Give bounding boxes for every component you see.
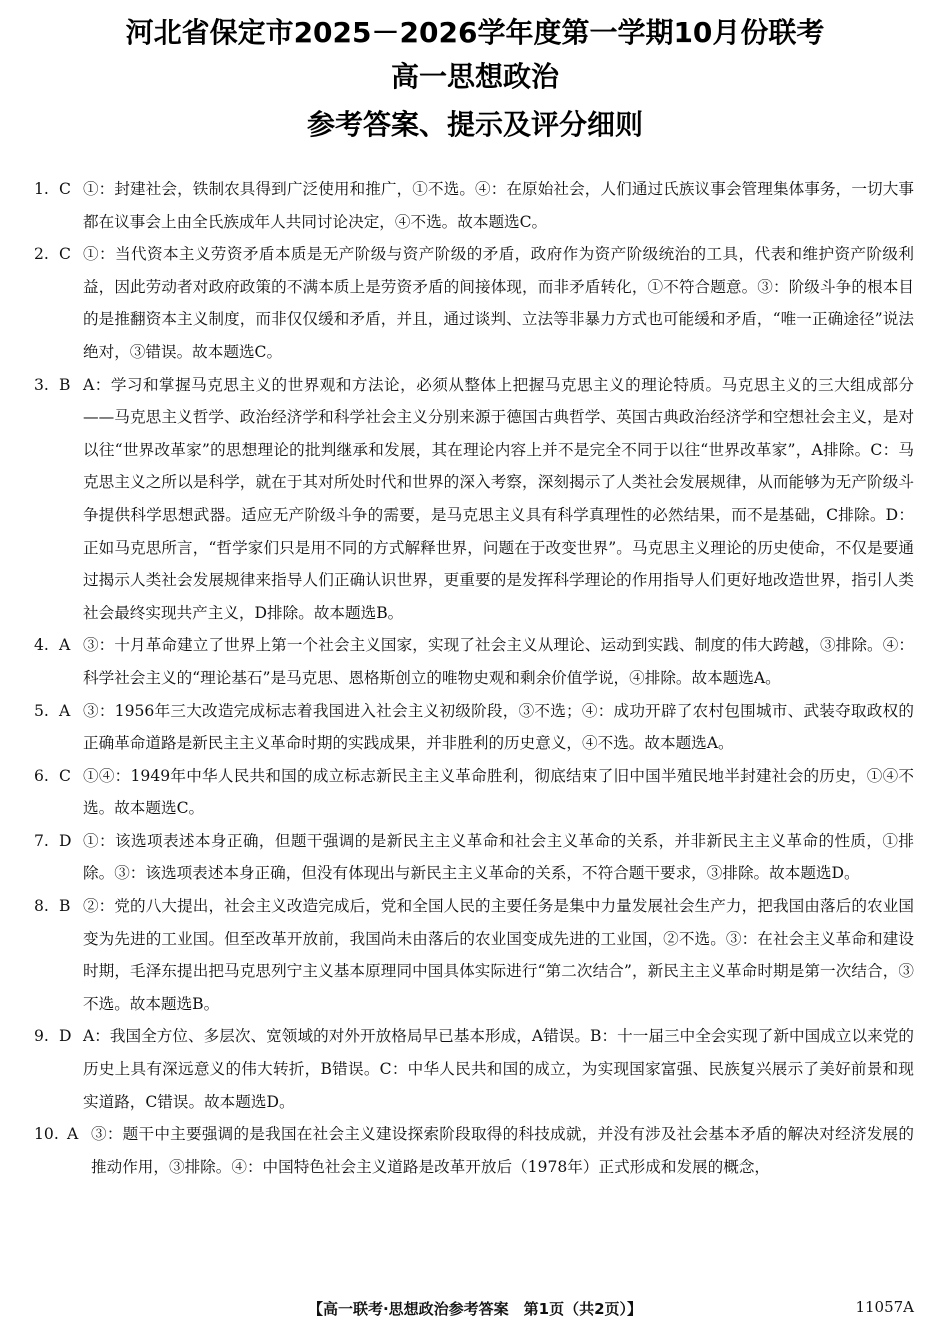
answer-letter: A	[59, 636, 71, 655]
explanation-text: ③：十月革命建立了世界上第一个社会主义国家，实现了社会主义从理论、运动到实践、制度的伟大跨越，③排除。④：科学社会主义的“理论基石”是马克思、恩格斯创立的唯物史观和剩余价值学说，④排除。故本题选A。	[83, 636, 914, 687]
footer-code: 11057A	[855, 1298, 914, 1316]
question-number: 2.	[34, 245, 49, 264]
explanation-text: ①：当代资本主义劳资矛盾本质是无产阶级与资产阶级的矛盾，政府作为资产阶级统治的工具，代表和维护资产阶级利益，因此劳动者对政府政策的不满本质上是劳资矛盾的间接体现，而非矛盾转化，①不符合题意。③：阶级斗争的根本目的是推翻资本主义制度，而非仅仅缓和矛盾，并且，通过谈判、立法等非暴力方式也可能缓和矛盾，“唯一正确途径”说法绝对，③错误。故本题选C。	[83, 245, 914, 361]
explanation-text: ②：党的八大提出，社会主义改造完成后，党和全国人民的主要任务是集中力量发展社会生产力，把我国由落后的农业国变为先进的工业国。但至改革开放前，我国尚未由落后的农业国变成先进的工业国，②不选。③：在社会主义革命和建设时期，毛泽东提出把马克思列宁主义基本原理同中国具体实际进行“第二次结合”，新民主主义革命时期是第一次结合，③不选。故本题选B。	[83, 897, 914, 1013]
subject-title: 高一思想政治	[390, 60, 559, 93]
answer-letter: C	[59, 180, 71, 198]
answer-letter: B	[59, 897, 71, 916]
answer-letter: A	[59, 701, 71, 720]
answer-item-9	[34, 1020, 914, 1118]
explanation-text: ①：封建社会，铁制农具得到广泛使用和推广，①不选。④：在原始社会，人们通过氏族议事会管理集体事务，一切大事都在议事会上由全氏族成年人共同讨论决定，④不选。故本题选C。	[83, 180, 914, 231]
footer-label: 【高一联考·思想政治参考答案 第1页（共2页）】	[307, 1300, 643, 1318]
question-number: 10.	[34, 1125, 59, 1144]
answer-letter: D	[59, 831, 72, 850]
explanation-text: A：学习和掌握马克思主义的世界观和方法论，必须从整体上把握马克思主义的理论特质。马克思主义的三大组成部分——马克思主义哲学、政治经济学和科学社会主义分别来源于德国古典哲学、英国古典政治经济学和空想社会主义，是对以往“世界改革家”的思想理论的批判继承和发展，其在理论内容上并不是完全不同于以往“世界改革家”，A排除。C：马克思主义之所以是科学，就在于其对所处时代和世界的深入考察，深刻揭示了人类社会发展规律，从而能够为无产阶级斗争提供科学思想武器。适应无产阶级斗争的需要，是马克思主义具有科学真理性的必然结果，而不是基础，C排除。D：正如马克思所言，“哲学家们只是用不同的方式解释世界，问题在于改变世界”。马克思主义理论的历史使命，不仅是要通过揭示人类社会发展规律来指导人们正确认识世界，更重要的是发挥科学理论的作用指导人们更好地改造世界，指引人类社会最终实现共产主义，D排除。故本题选B。	[83, 375, 914, 622]
explanation-text: ③：1956年三大改造完成标志着我国进入社会主义初级阶段，③不选；④：成功开辟了农村包围城市、武装夺取政权的正确革命道路是新民主主义革命时期的实践成果，并非胜利的历史意义，④不选。故本题选A。	[83, 701, 914, 753]
answer-letter: C	[59, 766, 71, 785]
explanation-text: A：我国全方位、多层次、宽领域的对外开放格局早已基本形成，A错误。B：十一届三中全会实现了新中国成立以来党的历史上具有深远意义的伟大转折，B错误。C：中华人民共和国的成立，为实现国家富强、民族复兴展示了美好前景和现实道路，C错误。故本题选D。	[83, 1027, 914, 1111]
answer-letter: D	[59, 1027, 72, 1046]
explanation-text: ①：该选项表述本身正确，但题干强调的是新民主主义革命和社会主义革命的关系，并非新民主主义革命的性质，①排除。③：该选项表述本身正确，但没有体现出与新民主主义革命的关系，不符合题干要求，③排除。故本题选D。	[83, 831, 914, 883]
answer-item-3	[34, 369, 914, 630]
question-number: 7.	[34, 831, 49, 850]
question-number: 4.	[34, 636, 49, 655]
exam-title: 河北省保定市2025－2026学年度第一学期10月份联考	[125, 16, 825, 49]
answer-item-7	[34, 825, 914, 890]
question-number: 1.	[34, 180, 49, 198]
question-number: 8.	[34, 897, 49, 916]
answer-item-2	[34, 238, 914, 368]
answer-letter: B	[59, 375, 71, 394]
answer-item-10	[34, 1118, 914, 1183]
answer-item-5	[34, 695, 914, 760]
answer-item-1	[34, 173, 914, 238]
answer-list	[34, 173, 914, 1183]
answer-item-4	[34, 629, 914, 694]
question-number: 3.	[34, 375, 49, 394]
answer-letter: A	[67, 1125, 79, 1144]
explanation-text: ③：题干中主要强调的是我国在社会主义建设探索阶段取得的科技成就，并没有涉及社会基本矛盾的解决对经济发展的推动作用，③排除。④：中国特色社会主义道路是改革开放后（1978年）正式形成和发展的概念，	[91, 1125, 914, 1176]
page-footer	[0, 1298, 950, 1328]
explanation-text: ①④：1949年中华人民共和国的成立标志新民主主义革命胜利，彻底结束了旧中国半殖民地半封建社会的历史，①④不选。故本题选C。	[83, 766, 914, 818]
answer-item-6	[34, 760, 914, 825]
document-header	[0, 0, 950, 146]
question-number: 9.	[34, 1027, 49, 1046]
question-number: 6.	[34, 766, 49, 785]
question-number: 5.	[34, 701, 49, 720]
answer-letter: C	[59, 245, 71, 264]
answer-item-8	[34, 890, 914, 1020]
document-subtitle: 参考答案、提示及评分细则	[306, 108, 643, 141]
